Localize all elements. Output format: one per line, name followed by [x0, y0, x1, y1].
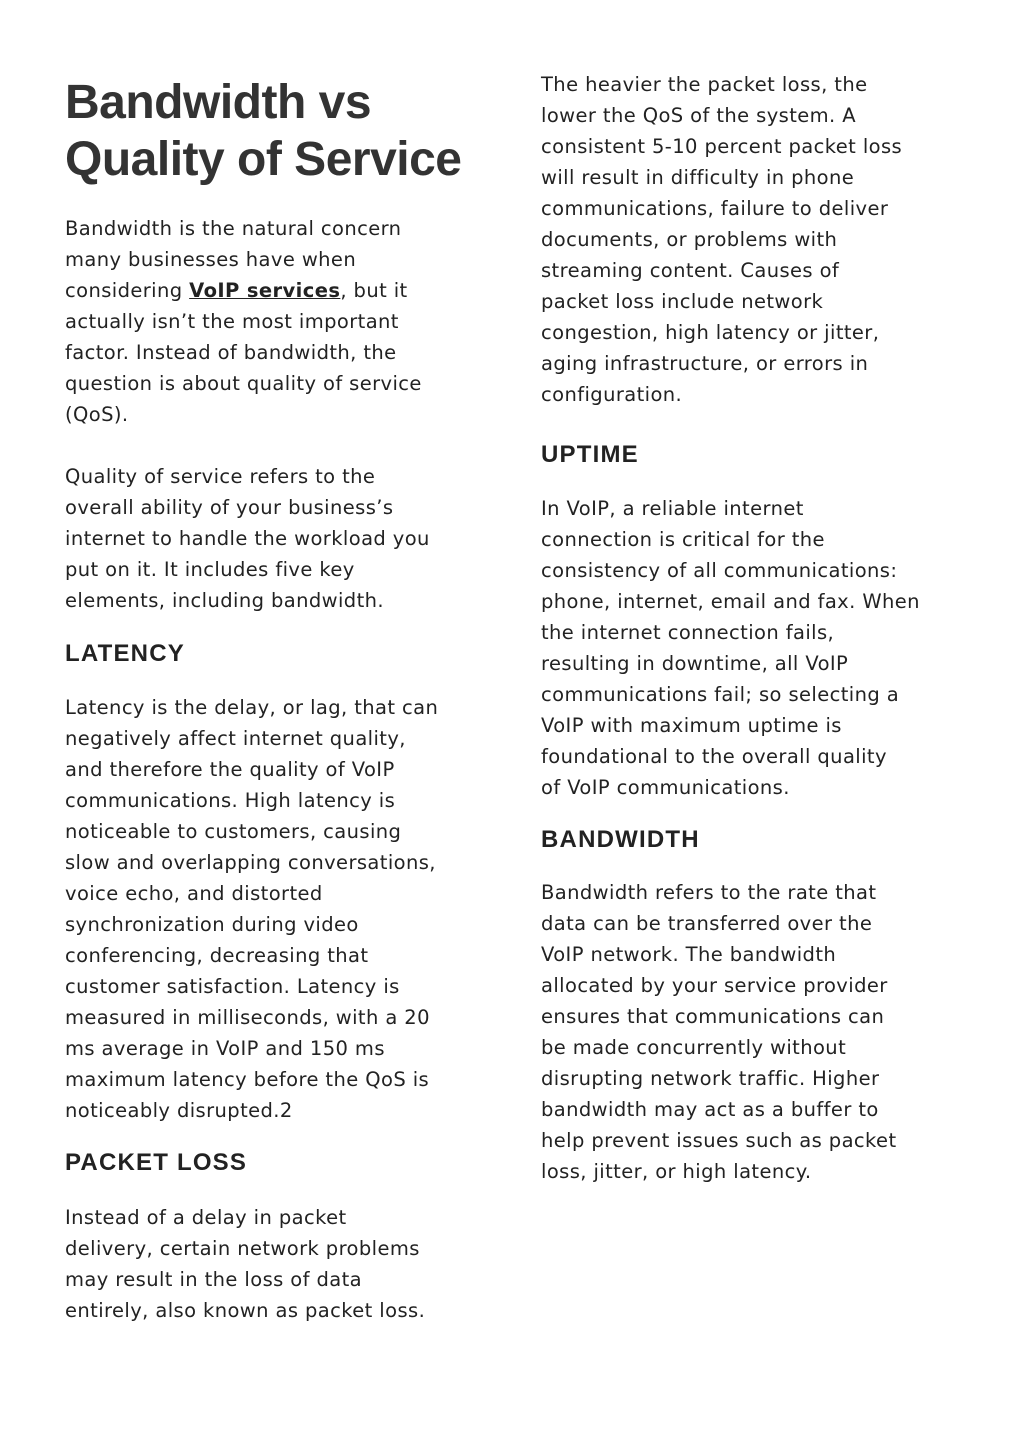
bandwidth-line: help prevent issues such as packet — [541, 1129, 897, 1152]
latency-line: slow and overlapping conversations, — [65, 851, 436, 874]
packet-loss-continued-line: documents, or problems with — [541, 228, 838, 251]
qos-paragraph — [65, 461, 430, 616]
intro-line-prefix: considering — [65, 279, 190, 302]
uptime-line: connection is critical for the — [541, 528, 825, 551]
uptime-line: of VoIP communications. — [541, 776, 790, 799]
bandwidth-line: allocated by your service provider — [541, 974, 888, 997]
packet-loss-continued-line: aging infrastructure, or errors in — [541, 352, 869, 375]
packet-loss-continued-line: congestion, high latency or jitter, — [541, 321, 880, 344]
title-line-1: Bandwidth vs — [65, 76, 372, 129]
packet-loss-line: delivery, certain network problems — [65, 1237, 420, 1260]
bandwidth-heading: BANDWIDTH — [541, 826, 700, 853]
latency-line: communications. High latency is — [65, 789, 396, 812]
qos-line: put on it. It includes five key — [65, 558, 355, 581]
qos-line: Quality of service refers to the — [65, 465, 376, 488]
title-line-2: Quality of Service — [65, 133, 462, 186]
intro-line: many businesses have when — [65, 248, 357, 271]
intro-line: factor. Instead of bandwidth, the — [65, 341, 397, 364]
page-title — [65, 74, 505, 188]
bandwidth-line: disrupting network traffic. Higher — [541, 1067, 880, 1090]
bandwidth-line: VoIP network. The bandwidth — [541, 943, 837, 966]
bandwidth-paragraph — [541, 877, 897, 1187]
uptime-line: resulting in downtime, all VoIP — [541, 652, 849, 675]
packet-loss-continued-line: lower the QoS of the system. A — [541, 104, 856, 127]
intro-line: (QoS). — [65, 403, 129, 426]
latency-line: conferencing, decreasing that — [65, 944, 369, 967]
bandwidth-line: loss, jitter, or high latency. — [541, 1160, 812, 1183]
intro-line: actually isn’t the most important — [65, 310, 399, 333]
packet-loss-continued-line: consistent 5-10 percent packet loss — [541, 135, 903, 158]
qos-line: elements, including bandwidth. — [65, 589, 384, 612]
uptime-line: communications fail; so selecting a — [541, 683, 900, 706]
uptime-line: foundational to the overall quality — [541, 745, 887, 768]
latency-line: measured in milliseconds, with a 20 — [65, 1006, 430, 1029]
bandwidth-line: bandwidth may act as a buffer to — [541, 1098, 879, 1121]
packet-loss-paragraph — [65, 1202, 425, 1326]
packet-loss-continued-line: streaming content. Causes of — [541, 259, 840, 282]
uptime-line: VoIP with maximum uptime is — [541, 714, 842, 737]
latency-line: synchronization during video — [65, 913, 359, 936]
latency-line: noticeably disrupted.2 — [65, 1099, 293, 1122]
latency-line: maximum latency before the QoS is — [65, 1068, 430, 1091]
qos-line: internet to handle the workload you — [65, 527, 430, 550]
latency-line: voice echo, and distorted — [65, 882, 323, 905]
intro-line — [65, 275, 422, 306]
packet-loss-line: entirely, also known as packet loss. — [65, 1299, 426, 1322]
latency-line: and therefore the quality of VoIP — [65, 758, 395, 781]
intro-paragraph — [65, 213, 422, 430]
latency-paragraph — [65, 692, 438, 1126]
uptime-line: the internet connection fails, — [541, 621, 835, 644]
intro-line-suffix: , but it — [340, 279, 408, 302]
packet-loss-continued-line: communications, failure to deliver — [541, 197, 889, 220]
uptime-line: In VoIP, a reliable internet — [541, 497, 804, 520]
bandwidth-line: Bandwidth refers to the rate that — [541, 881, 877, 904]
packet-loss-heading: PACKET LOSS — [65, 1149, 248, 1176]
bandwidth-line: be made concurrently without — [541, 1036, 847, 1059]
intro-line: Bandwidth is the natural concern — [65, 217, 402, 240]
voip-services-link[interactable]: VoIP services — [189, 279, 341, 302]
uptime-paragraph — [541, 493, 920, 803]
intro-line: question is about quality of service — [65, 372, 422, 395]
packet-loss-continued-line: packet loss include network — [541, 290, 824, 313]
latency-line: noticeable to customers, causing — [65, 820, 402, 843]
qos-line: overall ability of your business’s — [65, 496, 394, 519]
uptime-line: consistency of all communications: — [541, 559, 898, 582]
bandwidth-line: data can be transferred over the — [541, 912, 873, 935]
uptime-line: phone, internet, email and fax. When — [541, 590, 920, 613]
bandwidth-line: ensures that communications can — [541, 1005, 885, 1028]
packet-loss-line: may result in the loss of data — [65, 1268, 363, 1291]
latency-heading: LATENCY — [65, 640, 185, 667]
latency-line: ms average in VoIP and 150 ms — [65, 1037, 385, 1060]
packet-loss-continued-line: will result in difficulty in phone — [541, 166, 855, 189]
packet-loss-continued-paragraph — [541, 69, 902, 410]
packet-loss-continued-line: configuration. — [541, 383, 683, 406]
uptime-heading: UPTIME — [541, 441, 639, 468]
latency-line: Latency is the delay, or lag, that can — [65, 696, 439, 719]
packet-loss-line: Instead of a delay in packet — [65, 1206, 347, 1229]
packet-loss-continued-line: The heavier the packet loss, the — [541, 73, 868, 96]
latency-line: negatively affect internet quality, — [65, 727, 406, 750]
latency-line: customer satisfaction. Latency is — [65, 975, 400, 998]
